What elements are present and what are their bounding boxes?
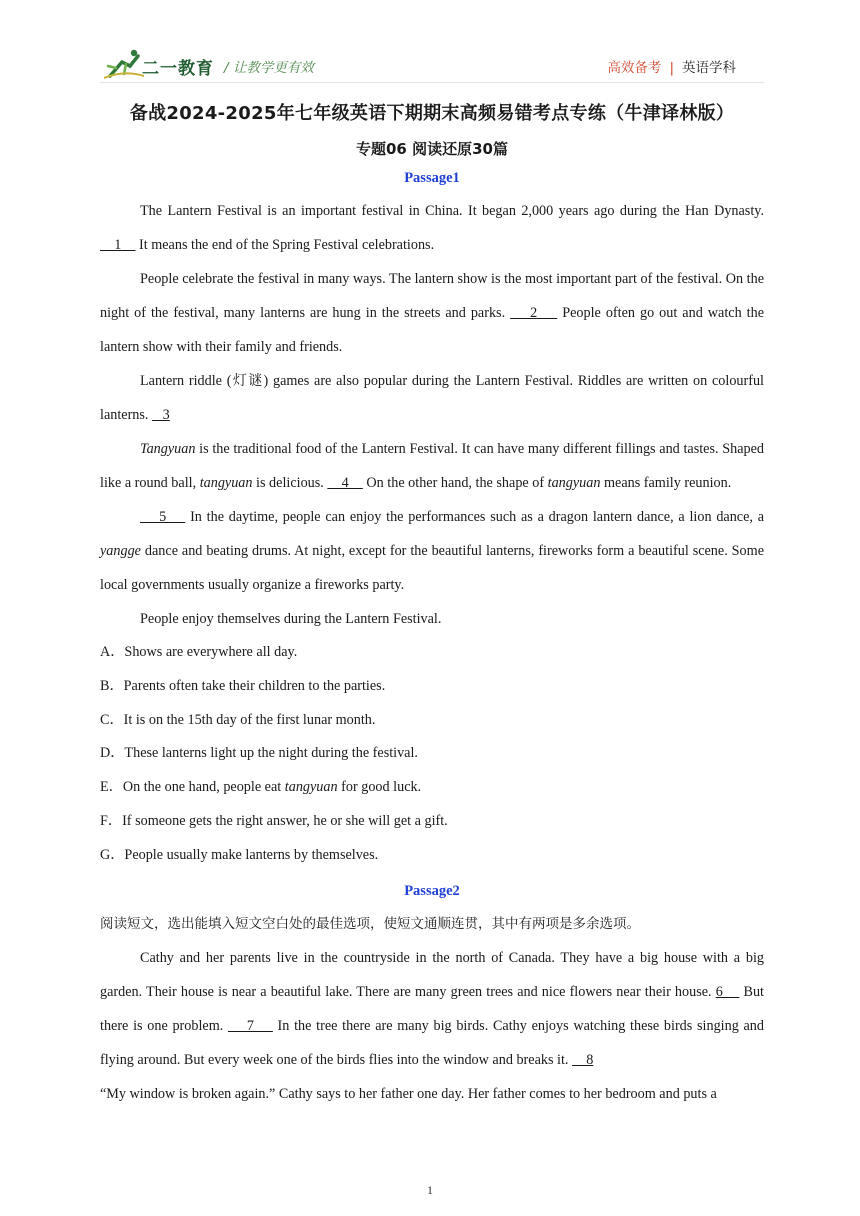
passage1-paragraph-2: People celebrate the festival in many ways. The lantern show is the most important part of the festival. On the night of the festival, many lanterns are hung in the streets and parks. 2 People often go out and watch the lantern show with their family and friends. bbox=[100, 271, 764, 355]
option-f: F．If someone gets the right answer, he or she will get a gift. bbox=[100, 812, 448, 829]
passage2-instruction: 阅读短文，选出能填入短文空白处的最佳选项，使短文通顺连贯，其中有两项是多余选项。 bbox=[100, 915, 640, 932]
blank-1: 1 bbox=[100, 237, 136, 253]
passage2-paragraph-2: “My window is broken again.” Cathy says to her father one day. Her father comes to her bedroom and puts a bbox=[100, 1085, 717, 1102]
option-c: C．It is on the 15th day of the first lunar month. bbox=[100, 711, 376, 728]
blank-3: 3 bbox=[152, 407, 170, 423]
blank-5: 5 bbox=[140, 509, 186, 525]
logo-text: 二一教育 bbox=[142, 59, 214, 79]
document-subtitle: 专题06 阅读还原30篇 bbox=[356, 140, 508, 158]
blank-7: 7 bbox=[228, 1017, 273, 1034]
option-d: D．These lanterns light up the night during the festival. bbox=[100, 745, 418, 762]
page-number: 1 bbox=[427, 1183, 433, 1197]
passage1-paragraph-6: People enjoy themselves during the Lantern Festival. bbox=[140, 611, 442, 627]
header-divider bbox=[100, 82, 764, 83]
passage2-title: Passage2 bbox=[404, 882, 460, 899]
passage1-paragraph-5: 5 In the daytime, people can enjoy the performances such as a dragon lantern dance, a lion dance, a yangge dance and beating drums. At night, except for the beautiful lanterns, fireworks form a beautiful scene. Some local governments usually organize a fireworks party. bbox=[100, 509, 765, 593]
tag-right: 英语学科 bbox=[682, 60, 736, 76]
option-g: G．People usually make lanterns by themselves. bbox=[100, 846, 379, 863]
header-tags bbox=[607, 56, 736, 76]
document-body bbox=[100, 96, 764, 1111]
option-b: B．Parents often take their children to the parties. bbox=[100, 677, 386, 694]
passage1-title: Passage1 bbox=[404, 170, 460, 186]
page-header bbox=[0, 0, 860, 90]
tag-separator: | bbox=[669, 60, 674, 76]
blank-6: 6 bbox=[715, 983, 740, 1000]
option-e: E．On the one hand, people eat tangyuan for good luck. bbox=[100, 779, 422, 796]
blank-4: 4 bbox=[327, 475, 363, 491]
blank-2: 2 bbox=[510, 305, 558, 321]
passage1-paragraph-1: The Lantern Festival is an important festival in China. It began 2,000 years ago during the Han Dynasty. 1 It means the end of the Spring Festival celebrations. bbox=[100, 203, 764, 253]
passage1-paragraph-3: Lantern riddle (灯谜) games are also popular during the Lantern Festival. Riddles are written on colourful lanterns. 3 bbox=[100, 373, 764, 423]
blank-8: 8 bbox=[572, 1051, 594, 1068]
passage1-paragraph-4: Tangyuan is the traditional food of the Lantern Festival. It can have many different fillings and tastes. Shaped like a round ball, tangyuan is delicious. 4 On the other hand, the shape of tangyuan means family reunion. bbox=[100, 441, 764, 491]
document-title: 备战2024-2025年七年级英语下期期末高频易错考点专练（牛津译林版） bbox=[129, 103, 735, 124]
slogan: / 让教学更有效 bbox=[224, 60, 314, 76]
tag-left: 高效备考 bbox=[607, 60, 662, 76]
option-a: A．Shows are everywhere all day. bbox=[100, 644, 298, 660]
passage2-paragraph-1: Cathy and her parents live in the countryside in the north of Canada. They have a big house with a big garden. Their house is near a beautiful lake. There are many green trees and nice flowers near their house. 6 But there is one problem. 7 In the tree there are many big birds. Cathy enjoys watching these birds singing and flying around. But every week one of the birds flies into the window and breaks it. 8 bbox=[100, 949, 764, 1068]
